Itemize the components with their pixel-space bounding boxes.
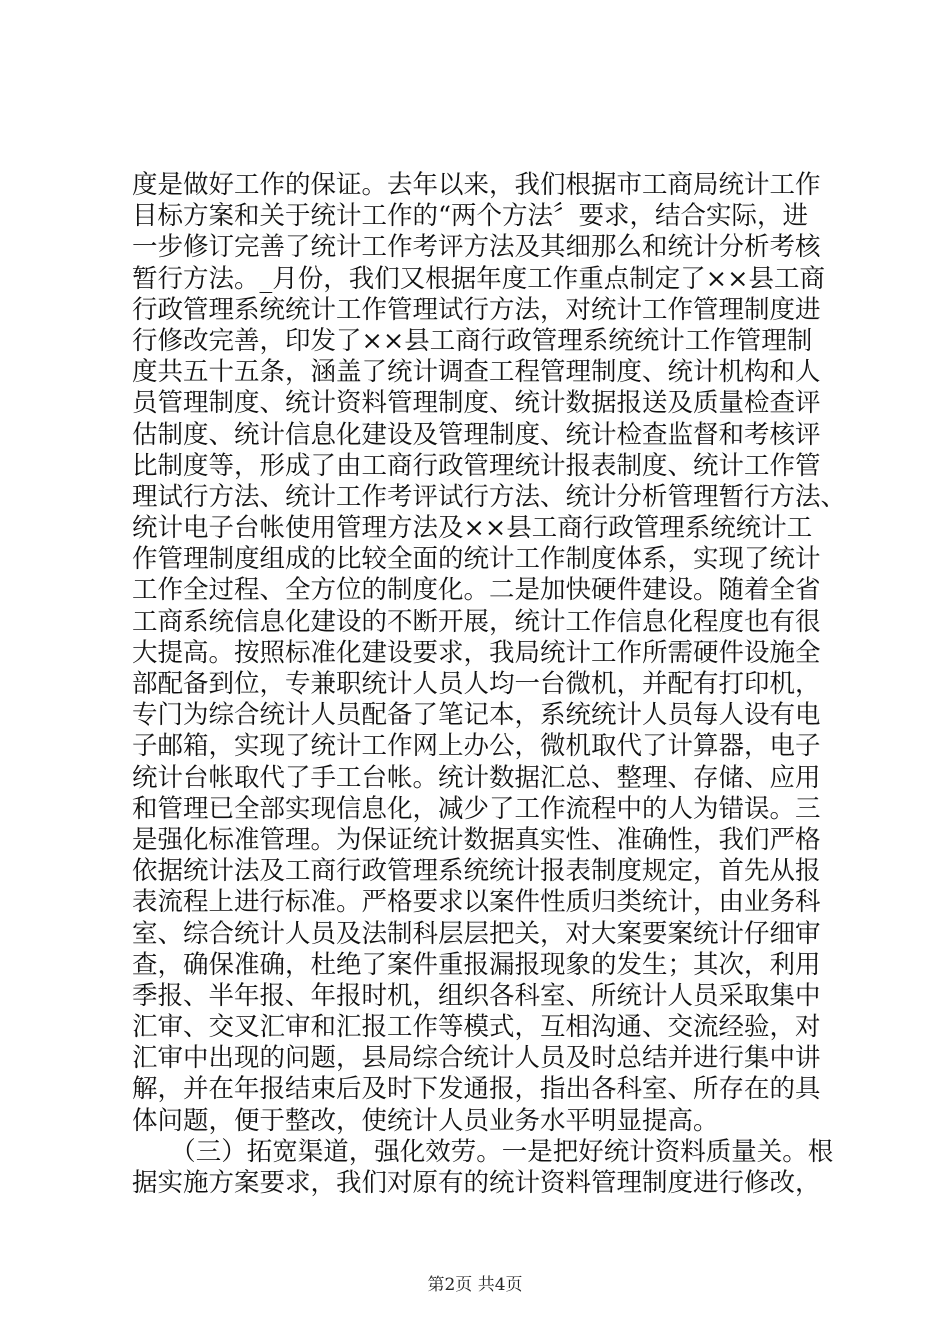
body-text: [132, 170, 847, 1199]
text-line: 工作全过程、全方位的制度化。二是加快硬件建设。随着全省: [132, 575, 821, 606]
text-line: 专门为综合统计人员配备了笔记本，系统统计人员每人设有电: [132, 700, 821, 731]
text-line: 工商系统信息化建设的不断开展，统计工作信息化程度也有很: [132, 606, 821, 637]
text-line: （三）拓宽渠道，强化效劳。一是把好统计资料质量关。根: [132, 1136, 834, 1167]
text-line: 季报、半年报、年报时机，组织各科室、所统计人员采取集中: [132, 980, 821, 1011]
text-line: 估制度、统计信息化建设及管理制度、统计检查监督和考核评: [132, 419, 821, 450]
text-line: 室、综合统计人员及法制科层层把关，对大案要案统计仔细审: [132, 918, 821, 949]
text-line: 查，确保准确，杜绝了案件重报漏报现象的发生；其次，利用: [132, 949, 821, 980]
text-line: 行修改完善，印发了××县工商行政管理系统统计工作管理制: [132, 325, 813, 356]
text-line: 依据统计法及工商行政管理系统统计报表制度规定，首先从报: [132, 856, 821, 887]
text-line: 汇审中出现的问题，县局综合统计人员及时总结并进行集中讲: [132, 1043, 821, 1074]
text-line: 部配备到位，专兼职统计人员人均一台微机，并配有打印机，: [132, 669, 821, 699]
text-line: 统计电子台帐使用管理方法及××县工商行政管理系统统计工: [132, 513, 813, 544]
text-line: 度是做好工作的保证。去年以来，我们根据市工商局统计工作: [132, 170, 821, 200]
text-line: 大提高。按照标准化建设要求，我局统计工作所需硬件设施全: [132, 637, 821, 668]
text-line: 行政管理系统统计工作管理试行方法，对统计工作管理制度进: [132, 294, 821, 325]
text-line: 员管理制度、统计资料管理制度、统计数据报送及质量检查评: [132, 388, 821, 419]
text-line: 解，并在年报结束后及时下发通报，指出各科室、所存在的具: [132, 1074, 821, 1105]
text-line: 体问题，便于整改，使统计人员业务水平明显提高。: [132, 1105, 719, 1136]
text-line: 比制度等，形成了由工商行政管理统计报表制度、统计工作管: [132, 450, 821, 481]
text-line: 是强化标准管理。为保证统计数据真实性、准确性，我们严格: [132, 824, 821, 855]
text-line: 据实施方案要求，我们对原有的统计资料管理制度进行修改，: [132, 1168, 821, 1198]
text-line: 理试行方法、统计工作考评试行方法、统计分析管理暂行方法、: [132, 481, 847, 512]
text-line: 暂行方法。_月份，我们又根据年度工作重点制定了××县工商: [132, 263, 825, 294]
text-line: 度共五十五条，涵盖了统计调查工程管理制度、统计机构和人: [132, 357, 821, 388]
text-line: 表流程上进行标准。严格要求以案件性质归类统计，由业务科: [132, 887, 821, 918]
text-line: 和管理已全部实现信息化，减少了工作流程中的人为错误。三: [132, 793, 821, 824]
page-footer: 第2页 共4页: [427, 1275, 523, 1295]
text-line: 子邮箱，实现了统计工作网上办公，微机取代了计算器，电子: [132, 731, 821, 762]
text-line: 目标方案和关于统计工作的“两个方法〞要求，结合实际，进: [132, 201, 809, 232]
text-line: 作管理制度组成的比较全面的统计工作制度体系，实现了统计: [132, 544, 821, 575]
text-line: 统计台帐取代了手工台帐。统计数据汇总、整理、存储、应用: [132, 762, 821, 793]
text-line: 一步修订完善了统计工作考评方法及其细那么和统计分析考核: [132, 232, 821, 263]
text-line: 汇审、交叉汇审和汇报工作等模式，互相沟通、交流经验，对: [132, 1012, 821, 1043]
